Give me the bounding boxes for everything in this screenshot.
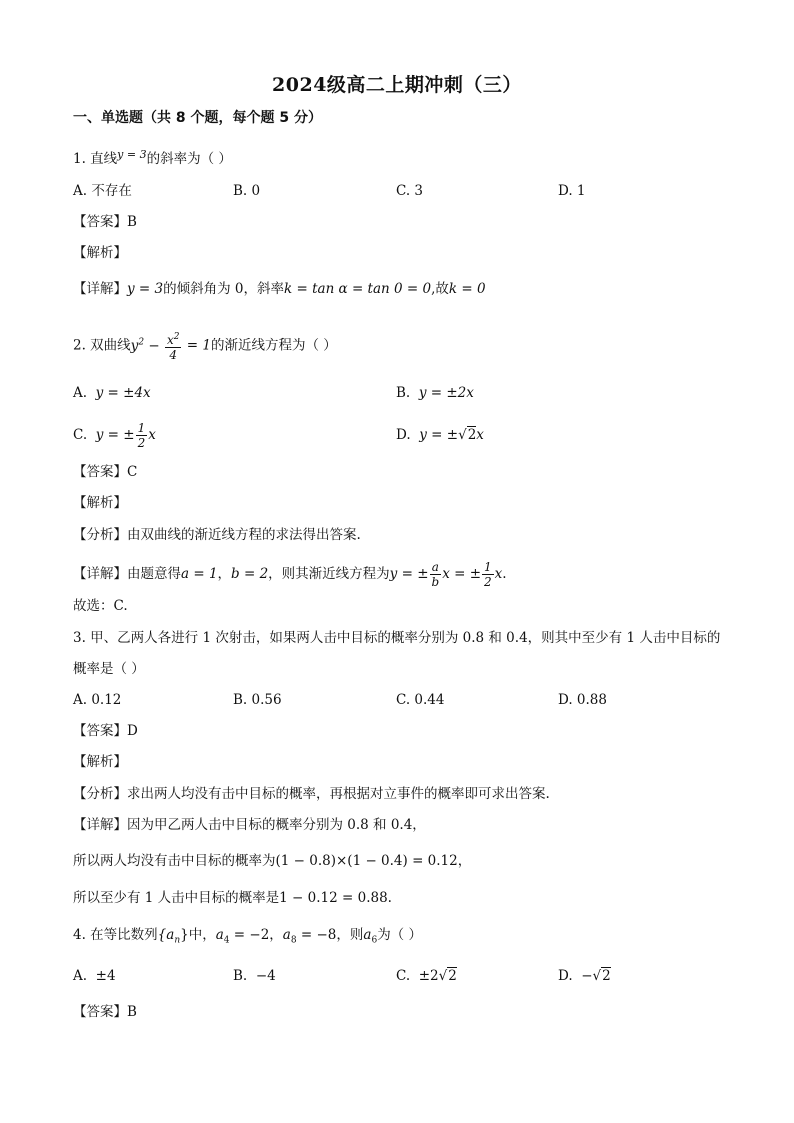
q2-detail: 【详解】由题意得a = 1，b = 2，则其渐近线方程为y = ± $\frac{a}{b}$ x = ± $\frac{1}{2}$ x.	[73, 560, 507, 589]
q1-detail-math-3: k = 0	[448, 281, 486, 297]
question-1-math: y = 3	[117, 148, 147, 161]
question-2-prefix: 2. 双曲线	[73, 337, 131, 354]
q1-detail	[73, 279, 486, 299]
q4-answer	[73, 1002, 137, 1022]
q1-detail-text-2: ,故	[431, 281, 449, 297]
q3-detail-line-2: 所以两人均没有击中目标的概率为(1 − 0.8)×(1 − 0.4) = 0.12，	[73, 853, 472, 869]
q2-option-c-fraction: $\frac{1}{2}$	[137, 421, 146, 450]
answer-label: 【答案】	[73, 214, 127, 230]
q3-option-c: C. 0.44	[396, 692, 445, 708]
question-1-prefix: 1. 直线	[73, 151, 118, 167]
q3-detail: 【详解】因为甲乙两人击中目标的概率分别为 0.8 和 0.4，	[73, 817, 426, 833]
question-3-stem-line-2: 概率是（ ）	[73, 661, 145, 677]
radical: 2	[467, 427, 477, 443]
question-1-stem	[73, 145, 232, 169]
q4-option-d: D. −√2	[558, 968, 611, 984]
fenxi-label: 【分析】	[73, 527, 127, 543]
question-2-suffix: 的渐近线方程为（ ）	[210, 337, 337, 354]
question-4-stem: 4. 在等比数列$\{a_n\}$中，$a_4 = -2$，$a_8 = -8$，则$a_6$为（ ）	[73, 927, 422, 946]
detail-label: 【详解】	[73, 817, 127, 833]
q2-option-b: B. y = ±2x	[396, 385, 474, 401]
asymptote-fraction-ab: $\frac{a}{b}$	[431, 560, 440, 589]
q4-option-a: A. ±4	[73, 968, 116, 984]
q3-option-b: B. 0.56	[233, 692, 282, 708]
q2-fenxi: 【分析】由双曲线的渐近线方程的求法得出答案.	[73, 527, 361, 543]
question-3-stem-line-1: 3. 甲、乙两人各进行 1 次射击，如果两人击中目标的概率分别为 0.8 和 0.4，则其中至少有 1 人击中目标的	[73, 630, 721, 646]
answer-value: B	[127, 1004, 137, 1020]
answer-label: 【答案】	[73, 464, 127, 480]
q3-option-d: D. 0.88	[558, 692, 607, 708]
hyperbola-fraction: $\frac{x^2}{4}$	[166, 332, 180, 362]
q3-fenxi: 【分析】求出两人均没有击中目标的概率，再根据对立事件的概率即可求出答案.	[73, 786, 550, 802]
question-1-suffix: 的斜率为（ ）	[146, 151, 232, 167]
hyperbola-equation: $y^2$ −	[130, 337, 164, 354]
q3-analysis-label	[73, 752, 127, 772]
analysis-label: 【解析】	[73, 245, 127, 261]
asymptote-fraction-half: $\frac{1}{2}$	[484, 560, 492, 589]
q2-option-a: A. y = ±4x	[73, 385, 151, 401]
q4-option-c: C. ±2√2	[396, 968, 457, 984]
radical: 2	[602, 968, 611, 984]
q1-detail-text-1: 的倾斜角为 0，斜率	[163, 281, 285, 297]
q2-option-c: C. y = ± $\frac{1}{2}$ x	[73, 421, 156, 450]
page-title: 2024级高二上期冲刺（三）	[272, 74, 522, 96]
q1-analysis-label	[73, 243, 127, 263]
q1-option-c: C. 3	[396, 183, 424, 199]
detail-label: 【详解】	[73, 566, 127, 582]
q4-option-b: B. −4	[233, 968, 276, 984]
detail-label: 【详解】	[73, 281, 127, 297]
q1-answer	[73, 212, 137, 232]
answer-value: D	[127, 723, 138, 739]
answer-label: 【答案】	[73, 1004, 127, 1020]
q2-analysis-label	[73, 493, 127, 513]
q1-option-d: D. 1	[558, 183, 586, 199]
analysis-label: 【解析】	[73, 754, 127, 770]
q3-answer	[73, 721, 138, 741]
q1-detail-math-1: y = 3	[127, 281, 164, 297]
q2-option-d: D. y = ±√2x	[396, 427, 484, 443]
q3-option-a: A. 0.12	[73, 692, 122, 708]
q1-detail-math-2: k = tan α = tan 0 = 0	[284, 281, 432, 297]
section-heading: 一、单选题（共 8 个题，每个题 5 分）	[73, 110, 322, 126]
q1-option-b: B. 0	[233, 183, 261, 199]
fenxi-label: 【分析】	[73, 786, 127, 802]
question-2-stem: 2. 双曲线$y^2$ − $\frac{x^2}{4}$ = 1的渐近线方程为（ ）	[73, 332, 337, 362]
q3-detail-line-3: 所以至少有 1 人击中目标的概率是1 − 0.12 = 0.88.	[73, 890, 392, 906]
q2-answer	[73, 462, 137, 482]
analysis-label: 【解析】	[73, 495, 127, 511]
q2-conclusion: 故选：C.	[73, 598, 128, 614]
radical: 2	[448, 968, 457, 984]
q1-option-a: A. 不存在	[73, 183, 132, 199]
answer-label: 【答案】	[73, 723, 127, 739]
answer-value: C	[127, 464, 138, 480]
answer-value: B	[127, 214, 137, 230]
